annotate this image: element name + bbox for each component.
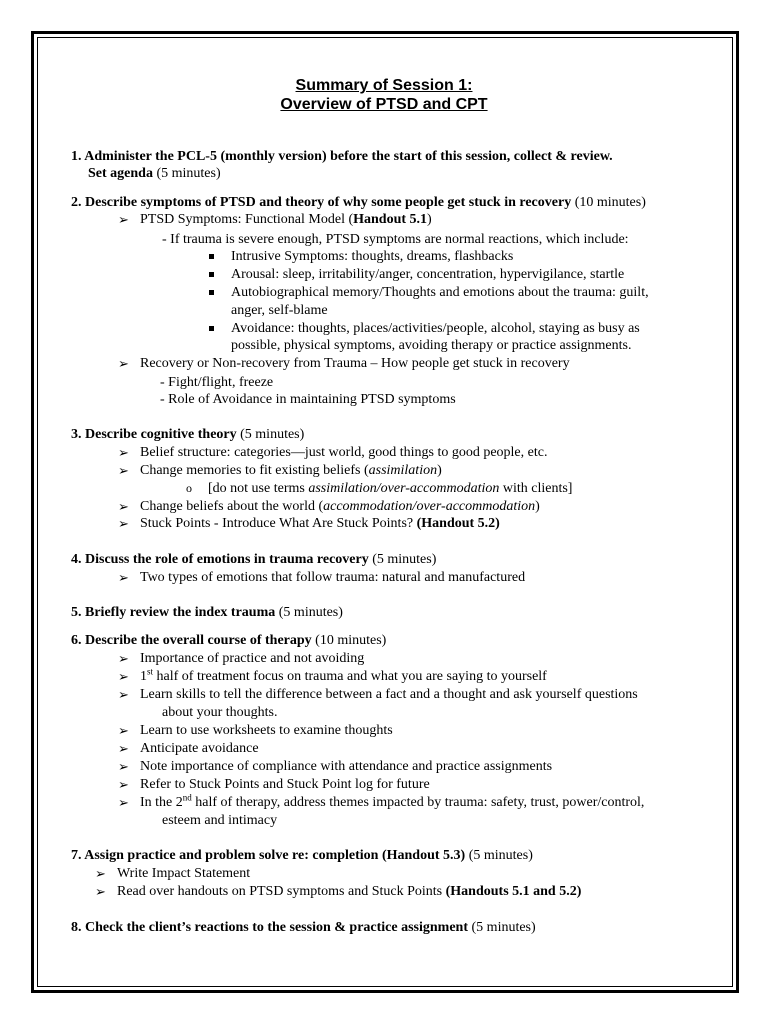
section-2-sub-4a: Avoidance: thoughts, places/activities/people, alcohol, staying as busy as bbox=[231, 321, 640, 336]
section-2-dash-2: - Fight/flight, freeze bbox=[160, 375, 274, 390]
title-line-1: Summary of Session 1: bbox=[295, 77, 473, 94]
section-2-bullet-2: Recovery or Non-recovery from Trauma – How people get stuck in recovery bbox=[140, 356, 570, 371]
arrow-bullet-icon: ➢ bbox=[118, 463, 129, 478]
arrow-bullet-icon: ➢ bbox=[118, 570, 129, 585]
arrow-bullet-icon: ➢ bbox=[118, 445, 129, 460]
section-8-heading: 8. Check the client’s reactions to the session & practice assignment (5 minutes) bbox=[71, 920, 536, 935]
square-bullet-icon bbox=[209, 290, 214, 295]
arrow-bullet-icon: ➢ bbox=[118, 741, 129, 756]
arrow-bullet-icon: ➢ bbox=[118, 723, 129, 738]
arrow-bullet-icon: ➢ bbox=[118, 669, 129, 684]
square-bullet-icon bbox=[209, 272, 214, 277]
section-6-bullet-8a: In the 2nd half of therapy, address themes impacted by trauma: safety, trust, power/control, bbox=[140, 792, 645, 810]
arrow-bullet-icon: ➢ bbox=[118, 687, 129, 702]
section-2-heading: 2. Describe symptoms of PTSD and theory of why some people get stuck in recovery (10 minutes) bbox=[71, 195, 646, 210]
title-line-2: Overview of PTSD and CPT bbox=[280, 96, 488, 113]
section-3-bullet-4: Stuck Points - Introduce What Are Stuck Points? (Handout 5.2) bbox=[140, 516, 500, 531]
section-6-bullet-2: 1st half of treatment focus on trauma and what you are saying to yourself bbox=[140, 666, 547, 684]
section-2-dash-1: - If trauma is severe enough, PTSD symptoms are normal reactions, which include: bbox=[162, 232, 629, 247]
section-6-bullet-5: Anticipate avoidance bbox=[140, 741, 259, 756]
section-6-bullet-4: Learn to use worksheets to examine thoughts bbox=[140, 723, 393, 738]
section-4-bullet-1: Two types of emotions that follow trauma: natural and manufactured bbox=[140, 570, 526, 585]
arrow-bullet-icon: ➢ bbox=[118, 499, 129, 514]
section-2-sub-4b: possible, physical symptoms, avoiding therapy or practice assignments. bbox=[231, 338, 632, 353]
section-1-agenda: Set agenda (5 minutes) bbox=[88, 166, 221, 181]
section-5-heading: 5. Briefly review the index trauma (5 minutes) bbox=[71, 605, 343, 620]
arrow-bullet-icon: ➢ bbox=[118, 795, 129, 810]
section-3-bullet-1: Belief structure: categories—just world, good things to good people, etc. bbox=[140, 445, 548, 460]
arrow-bullet-icon: ➢ bbox=[118, 212, 129, 227]
section-2-sub-3a: Autobiographical memory/Thoughts and emotions about the trauma: guilt, bbox=[231, 285, 649, 300]
section-3-sub-1: [do not use terms assimilation/over-accommodation with clients] bbox=[208, 481, 573, 496]
section-7-bullet-1: Write Impact Statement bbox=[117, 866, 251, 881]
section-3-bullet-3: Change beliefs about the world (accommodation/over-accommodation) bbox=[140, 499, 540, 514]
arrow-bullet-icon: ➢ bbox=[118, 759, 129, 774]
section-7-heading: 7. Assign practice and problem solve re: completion (Handout 5.3) (5 minutes) bbox=[71, 848, 533, 863]
square-bullet-icon bbox=[209, 326, 214, 331]
section-4-heading: 4. Discuss the role of emotions in trauma recovery (5 minutes) bbox=[71, 552, 437, 567]
section-6-bullet-3b: about your thoughts. bbox=[162, 705, 278, 720]
section-6-bullet-8b: esteem and intimacy bbox=[162, 813, 278, 828]
square-bullet-icon bbox=[209, 254, 214, 259]
circle-bullet-icon: o bbox=[186, 481, 192, 495]
arrow-bullet-icon: ➢ bbox=[95, 866, 106, 881]
section-7-bullet-2: Read over handouts on PTSD symptoms and Stuck Points (Handouts 5.1 and 5.2) bbox=[117, 884, 582, 899]
section-2-sub-3b: anger, self-blame bbox=[231, 303, 328, 318]
section-6-bullet-3a: Learn skills to tell the difference between a fact and a thought and ask yourself questions bbox=[140, 687, 638, 702]
section-2-sub-1: Intrusive Symptoms: thoughts, dreams, flashbacks bbox=[231, 249, 514, 264]
arrow-bullet-icon: ➢ bbox=[118, 516, 129, 531]
section-3-heading: 3. Describe cognitive theory (5 minutes) bbox=[71, 427, 305, 442]
arrow-bullet-icon: ➢ bbox=[118, 356, 129, 371]
arrow-bullet-icon: ➢ bbox=[118, 651, 129, 666]
section-1-heading: 1. Administer the PCL-5 (monthly version) before the start of this session, collect & review. bbox=[71, 149, 613, 164]
section-6-heading: 6. Describe the overall course of therapy (10 minutes) bbox=[71, 633, 387, 648]
section-3-bullet-2: Change memories to fit existing beliefs (assimilation) bbox=[140, 463, 442, 478]
section-2-dash-3: - Role of Avoidance in maintaining PTSD symptoms bbox=[160, 392, 456, 407]
section-2-bullet-1: PTSD Symptoms: Functional Model (Handout 5.1) bbox=[140, 212, 432, 227]
arrow-bullet-icon: ➢ bbox=[95, 884, 106, 899]
section-6-bullet-7: Refer to Stuck Points and Stuck Point log for future bbox=[140, 777, 430, 792]
section-6-bullet-6: Note importance of compliance with attendance and practice assignments bbox=[140, 759, 553, 774]
arrow-bullet-icon: ➢ bbox=[118, 777, 129, 792]
section-2-sub-2: Arousal: sleep, irritability/anger, concentration, hypervigilance, startle bbox=[231, 267, 625, 282]
section-6-bullet-1: Importance of practice and not avoiding bbox=[140, 651, 365, 666]
